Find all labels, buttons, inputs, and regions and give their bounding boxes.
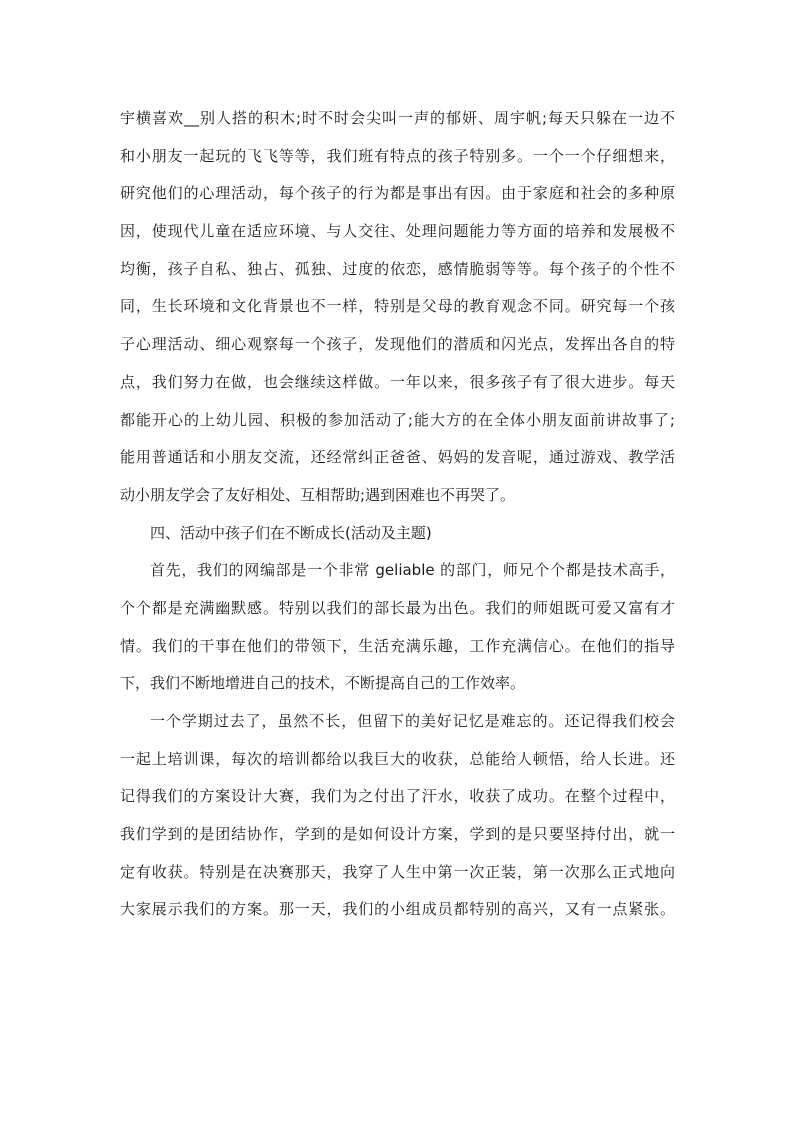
text-line: 记得我们的方案设计大赛，我们为之付出了汗水，收获了成功。在整个过程中， [120,787,675,806]
text-line: 一起上培训课，每次的培训都给以我巨大的收获，总能给人顿悟，给人长进。还 [120,749,675,768]
text-line: 情。我们的干事在他们的带领下，生活充满乐趣，工作充满信心。在他们的指导 [120,636,675,655]
text-line: 都能开心的上幼儿园、积极的参加活动了;能大方的在全体小朋友面前讲故事了; [120,410,675,429]
text-line: 研究他们的心理活动，每个孩子的行为都是事出有因。由于家庭和社会的多种原 [120,184,675,203]
text-line: 动小朋友学会了友好相处、互相帮助;遇到困难也不再哭了。 [120,485,516,504]
text-line: 一个学期过去了，虽然不长，但留下的美好记忆是难忘的。还记得我们校会 [150,712,675,730]
text-line: 下，我们不断地增进自己的技术，不断提高自己的工作效率。 [120,674,526,693]
text-line: 我们学到的是团结协作，学到的是如何设计方案，学到的是只要坚持付出，就一 [120,825,675,844]
text-line: 和小朋友一起玩的飞飞等等，我们班有特点的孩子特别多。一个一个仔细想来， [120,146,675,165]
text-line: 宇横喜欢__别人搭的积木;时不时会尖叫一声的郁妍、周宇帆;每天只躲在一边不 [120,109,675,127]
text-line: 首先，我们的网编部是一个非常 geliable 的部门，师兄个个都是技术高手， [150,561,675,580]
text-line: 大家展示我们的方案。那一天，我们的小组成员都特别的高兴，又有一点紧张。 [120,900,675,919]
text-line: 定有收获。特别是在决赛那天，我穿了人生中第一次正装，第一次那么正式地向 [120,862,675,881]
text-line: 同，生长环境和文化背景也不一样，特别是父母的教育观念不同。研究每一个孩 [120,297,675,316]
text-line: 能用普通话和小朋友交流，还经常纠正爸爸、妈妈的发音呢，通过游戏、教学活 [120,448,675,467]
text-line: 均衡，孩子自私、独占、孤独、过度的依恋，感情脆弱等等。每个孩子的个性不 [120,259,675,278]
document-body [120,100,675,929]
text-line: 个个都是充满幽默感。特别以我们的部长最为出色。我们的师姐既可爱又富有才 [120,598,675,617]
text-line: 因，使现代儿童在适应环境、与人交往、处理问题能力等方面的培养和发展极不 [120,222,675,241]
section-heading: 四、活动中孩子们在不断成长(活动及主题) [150,523,432,542]
text-line: 子心理活动、细心观察每一个孩子，发现他们的潜质和闪光点，发挥出各自的特 [120,335,675,354]
text-line: 点，我们努力在做，也会继续这样做。一年以来，很多孩子有了很大进步。每天 [120,372,675,391]
